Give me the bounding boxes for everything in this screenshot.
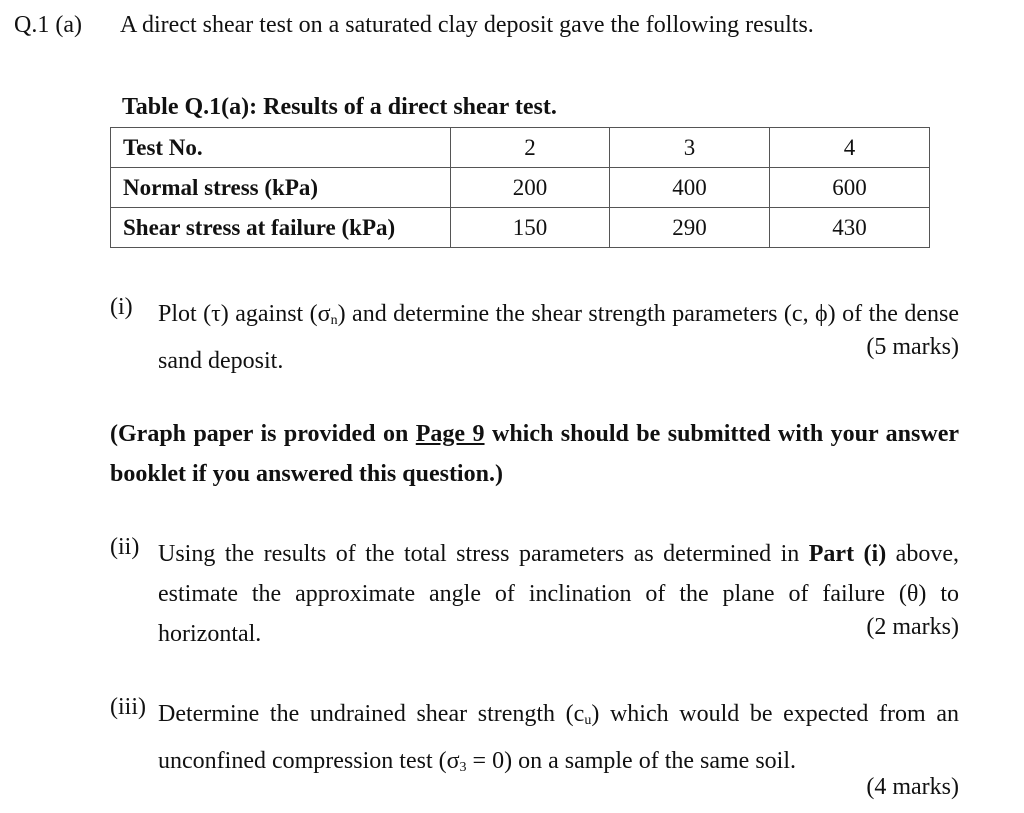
table-caption: Table Q.1(a): Results of a direct shear test.: [122, 94, 557, 120]
part-iii-number: (iii): [110, 694, 146, 720]
part-i-number: (i): [110, 294, 133, 320]
part-i-marks: (5 marks): [866, 334, 959, 360]
note-text-a: (Graph paper is provided on: [110, 421, 416, 447]
part-ii-text: [158, 534, 959, 654]
sigma-n-subscript: n: [330, 313, 338, 328]
part-i-text-a: Plot (τ) against (σ: [158, 301, 331, 327]
part-ii-marks: (2 marks): [866, 614, 959, 640]
row-header: Shear stress at failure (kPa): [111, 208, 451, 248]
question-intro: A direct shear test on a saturated clay deposit gave the following results.: [120, 12, 814, 38]
table-cell: 200: [451, 168, 610, 208]
table-cell: 3: [610, 128, 770, 168]
part-iii-text-b: ) which would be expected from an unconfined compression test (σ: [158, 701, 959, 774]
table-cell: 290: [610, 208, 770, 248]
row-header: Normal stress (kPa): [111, 168, 451, 208]
results-table: [110, 127, 930, 248]
table-cell: 400: [610, 168, 770, 208]
row-header: Test No.: [111, 128, 451, 168]
part-reference: Part (i): [808, 541, 887, 567]
table-cell: 430: [770, 208, 930, 248]
part-i-text-b: ) and determine the shear strength parameters (c, ϕ) of the dense sand deposit.: [158, 301, 959, 374]
table-row: [111, 128, 930, 168]
note-text-b: which should be submitted with your answer booklet if you answered this question.): [110, 421, 959, 487]
part-ii-number: (ii): [110, 534, 140, 560]
part-i-text: [158, 294, 959, 381]
table-row: [111, 168, 930, 208]
part-iii-text-a: Determine the undrained shear strength (c: [158, 701, 585, 727]
graph-paper-note: [110, 414, 959, 494]
sigma-3-subscript: 3: [459, 760, 467, 775]
cu-subscript: u: [584, 713, 592, 728]
part-ii-text-a: Using the results of the total stress parameters as determined in: [158, 541, 809, 567]
table-cell: 150: [451, 208, 610, 248]
page-reference: Page 9: [415, 421, 485, 447]
part-ii-text-b: above, estimate the approximate angle of inclination of the plane of failure (θ) to horizontal.: [158, 541, 959, 647]
table-row: [111, 208, 930, 248]
table-cell: 600: [770, 168, 930, 208]
table-cell: 4: [770, 128, 930, 168]
question-label: Q.1 (a): [14, 12, 82, 38]
table-cell: 2: [451, 128, 610, 168]
question-header: [14, 12, 814, 39]
part-iii-text-c: = 0) on a sample of the same soil.: [466, 748, 797, 774]
part-iii-marks: (4 marks): [866, 774, 959, 800]
part-iii-text: [158, 694, 959, 788]
